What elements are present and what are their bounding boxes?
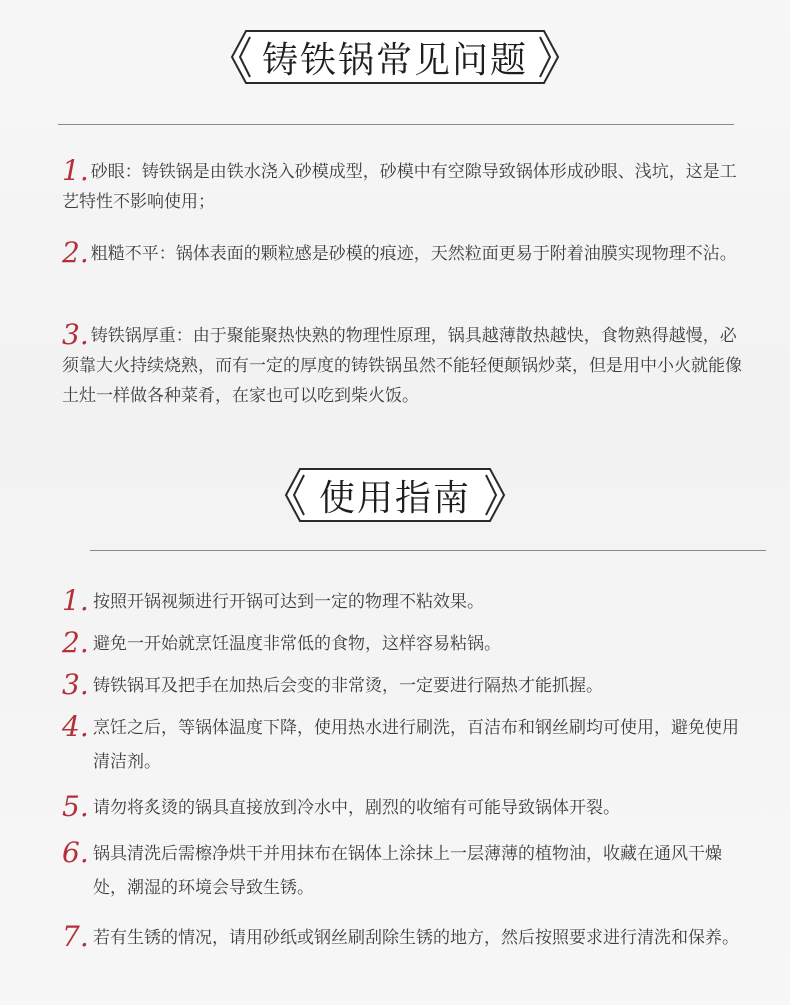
item-text: 烹饪之后，等锅体温度下降，使用热水进行刷洗，百洁布和钢丝刷均可使用，避免使用清洁剂。	[93, 718, 739, 772]
item-number: 2.	[62, 236, 89, 269]
item-number: 3.	[62, 318, 89, 351]
item-text: 避免一开始就烹饪温度非常低的食物，这样容易粘锅。	[93, 634, 501, 654]
item-number: 4.	[62, 710, 89, 743]
guide-item-5	[62, 790, 742, 825]
section-title-faq	[0, 27, 790, 87]
item-number: 1.	[62, 584, 89, 617]
guide-item-6	[62, 836, 742, 905]
guide-item-2	[62, 626, 742, 661]
title-frame	[284, 467, 506, 523]
item-text: 请勿将炙烫的锅具直接放到冷水中，剧烈的收缩有可能导致锅体开裂。	[93, 798, 620, 818]
item-number: 3.	[62, 668, 89, 701]
item-number: 7.	[62, 920, 89, 953]
item-number: 5.	[62, 790, 89, 823]
guide-item-7	[62, 920, 742, 955]
faq-item-2	[62, 238, 742, 269]
guide-item-3	[62, 668, 742, 703]
item-number: 2.	[62, 626, 89, 659]
faq-item-1	[62, 156, 742, 217]
item-number: 1.	[62, 154, 89, 187]
divider	[90, 550, 766, 551]
item-text: 铸铁锅耳及把手在加热后会变的非常烫，一定要进行隔热才能抓握。	[93, 676, 603, 696]
section-title-guide	[0, 465, 790, 525]
item-text: 按照开锅视频进行开锅可达到一定的物理不粘效果。	[93, 592, 484, 612]
title-frame	[230, 29, 560, 85]
item-text: 砂眼：铸铁锅是由铁水浇入砂模成型，砂模中有空隙导致锅体形成砂眼、浅坑，这是工艺特性不影响使用；	[62, 162, 737, 212]
item-text: 粗糙不平：锅体表面的颗粒感是砂模的痕迹，天然粒面更易于附着油膜实现物理不沾。	[90, 244, 737, 264]
section-title-text: 铸铁锅常见问题	[261, 39, 528, 81]
faq-item-3	[62, 320, 742, 411]
divider	[58, 124, 734, 125]
guide-item-4	[62, 710, 742, 779]
item-text: 若有生锈的情况，请用砂纸或钢丝刷刮除生锈的地方，然后按照要求进行清洗和保养。	[93, 928, 739, 948]
item-text: 锅具清洗后需檫净烘干并用抹布在锅体上涂抹上一层薄薄的植物油，收藏在通风干燥处，潮湿的环境会导致生锈。	[93, 844, 722, 898]
item-text: 铸铁锅厚重：由于聚能聚热快熟的物理性原理，锅具越薄散热越快，食物熟得越慢，必须靠大火持续烧熟，而有一定的厚度的铸铁锅虽然不能轻便颠锅炒菜，但是用中小火就能像土灶一样做各种菜肴，在家也可以吃到柴火饭。	[62, 326, 742, 406]
guide-item-1	[62, 584, 742, 619]
item-number: 6.	[62, 836, 89, 869]
section-title-text: 使用指南	[318, 477, 471, 519]
